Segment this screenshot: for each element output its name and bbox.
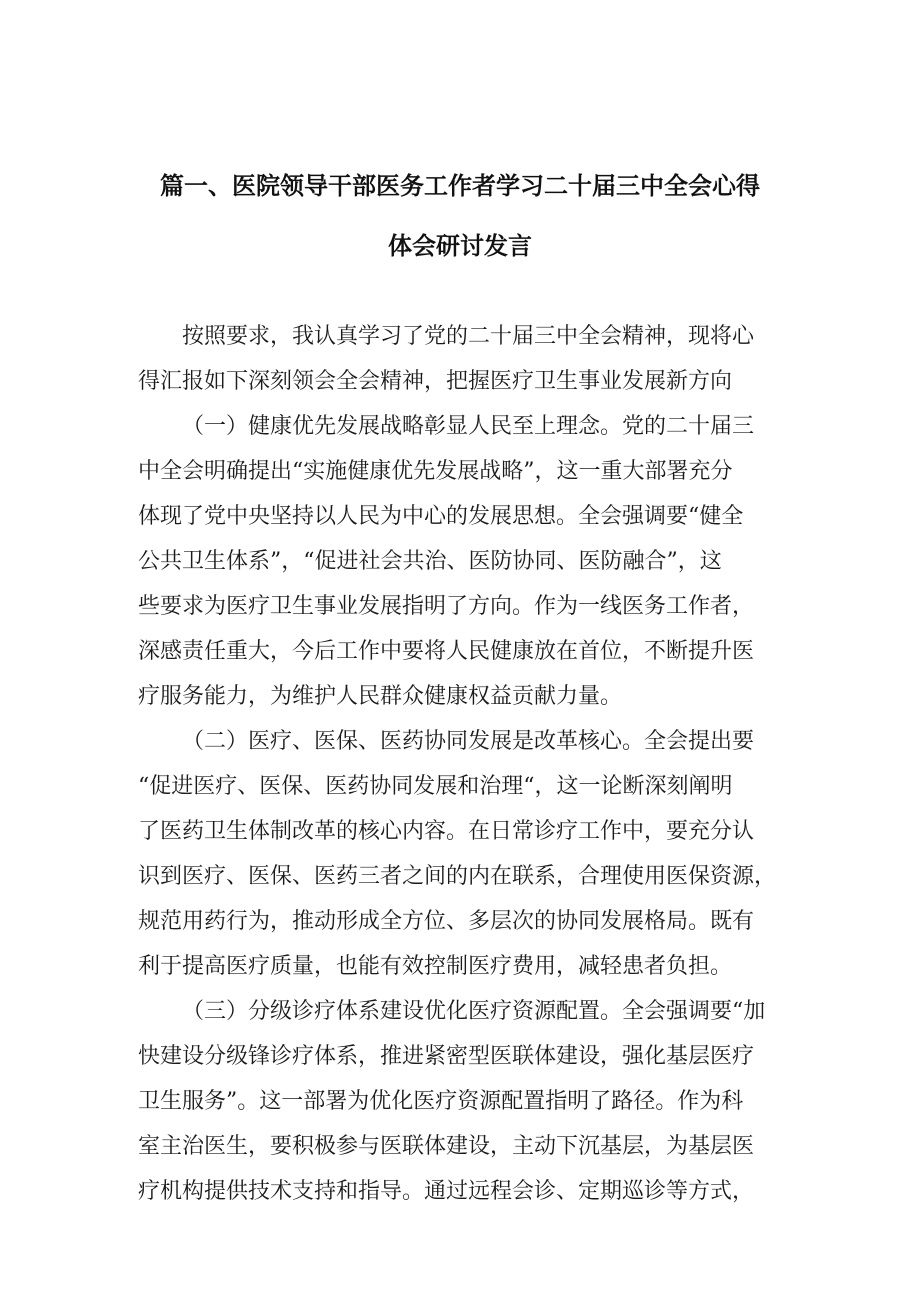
body-line: 中全会明确提出“实施健康优先发展战略”，这一重大部署充分 (138, 459, 733, 484)
body-line: 利于提高医疗质量，也能有效控制医疗费用，减轻患者负担。 (138, 954, 733, 979)
body-line: （二）医疗、医保、医药协同发展是改革核心。全会提出要 (182, 729, 755, 754)
document-title-line-2: 体会研讨发言 (388, 232, 532, 260)
body-line: 深感责任重大，今后工作中要将人民健康放在首位，不断提升医 (138, 639, 755, 664)
body-line: 了医药卫生体制改革的核心内容。在日常诊疗工作中，要充分认 (138, 819, 755, 844)
body-line: （一）健康优先发展战略彰显人民至上理念。党的二十届三 (182, 414, 755, 439)
body-line: 识到医疗、医保、医药三者之间的内在联系，合理使用医保资源， (138, 864, 777, 889)
body-line: （三）分级诊疗体系建设优化医疗资源配置。全会强调要“加 (182, 999, 766, 1024)
body-line: 室主治医生，要积极参与医联体建设，主动下沉基层，为基层医 (138, 1134, 755, 1159)
body-line: 疗服务能力，为维护人民群众健康权益贡献力量。 (138, 684, 623, 709)
body-line: 得汇报如下深刻领会全会精神，把握医疗卫生事业发展新方向 (138, 369, 733, 394)
body-line: 体现了党中央坚持以人民为中心的发展思想。全会强调要“健全 (138, 504, 744, 529)
document-title-line-1: 篇一、医院领导干部医务工作者学习二十届三中全会心得 (160, 172, 760, 200)
body-line: 些要求为医疗卫生事业发展指明了方向。作为一线医务工作者， (138, 594, 755, 619)
body-line: 卫生服务”。这一部署为优化医疗资源配置指明了路径。作为科 (138, 1089, 744, 1114)
body-line: 快建设分级锋诊疗体系，推进紧密型医联体建设，强化基层医疗 (138, 1044, 755, 1069)
body-line: 公共卫生体系”，“促进社会共治、医防协同、医防融合”，这 (138, 549, 722, 574)
body-line: “促进医疗、医保、医药协同发展和治理“，这一论断深刻阐明 (138, 774, 733, 799)
body-line: 疗机构提供技术支持和指导。通过远程会诊、定期巡诊等方式， (138, 1179, 755, 1204)
body-line: 按照要求，我认真学习了党的二十届三中全会精神，现将心 (182, 324, 755, 349)
body-line: 规范用药行为，推动形成全方位、多层次的协同发展格局。既有 (138, 909, 755, 934)
